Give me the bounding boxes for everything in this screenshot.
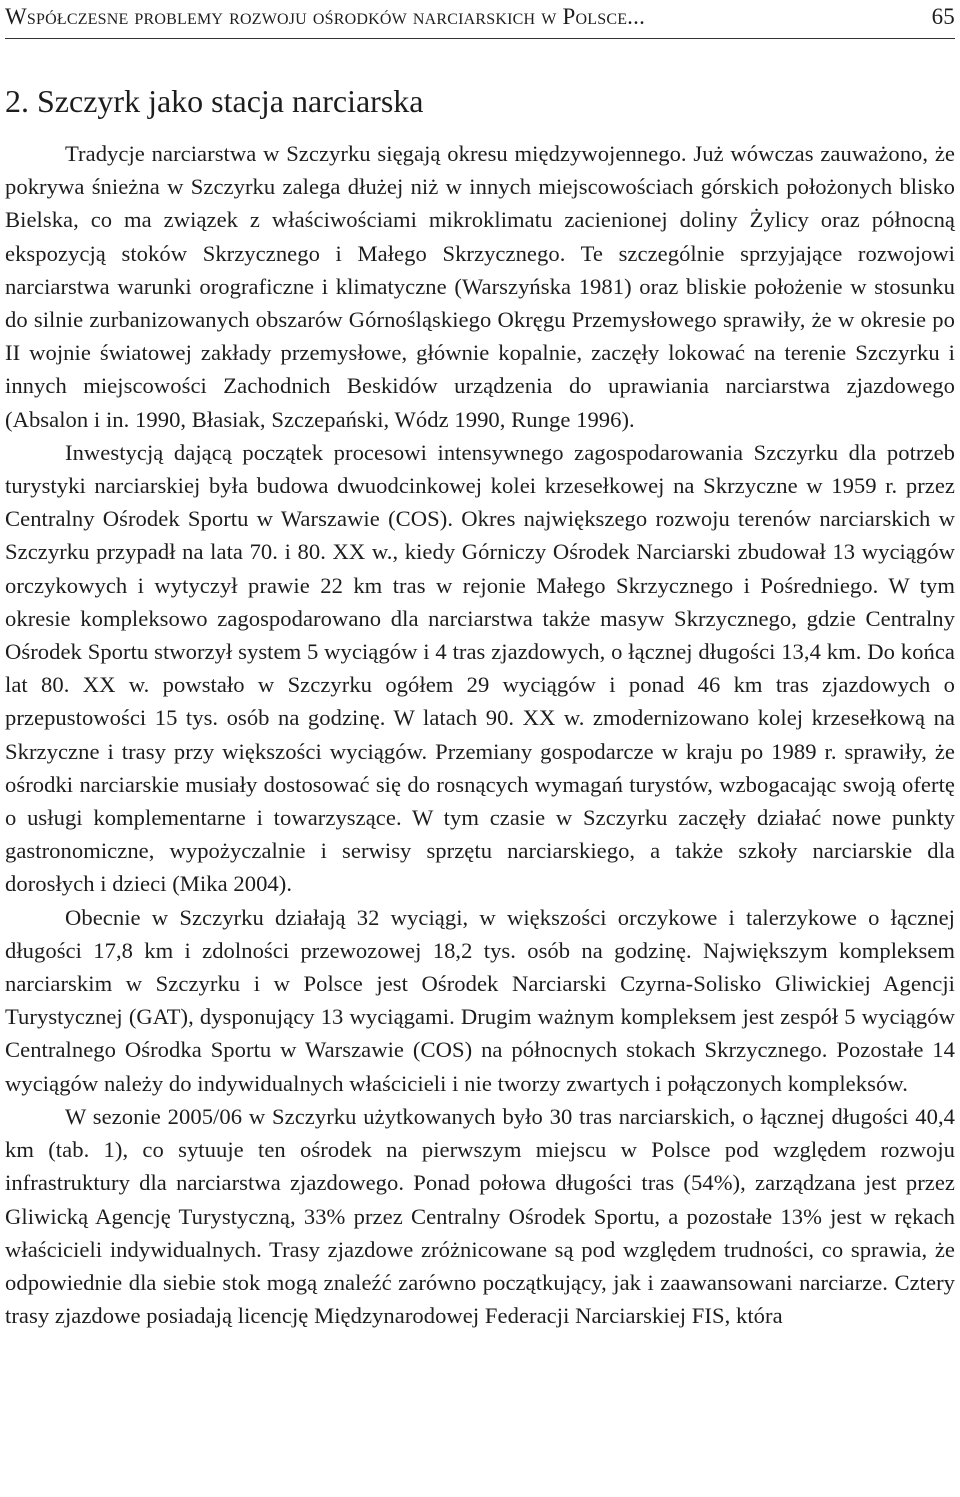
paragraph: Obecnie w Szczyrku działają 32 wyciągi, w większości orczykowe i talerzykowe o łącznej długości 17,8 km i zdolności przewozowej 18,2 tys. osób na godzinę. Największym kompleksem narciarskim w Szczyrku i w Polsce jest Ośrodek Narciarski Czyrna-Solisko Gliwickiej Agencji Turystycznej (GAT), dysponujący 13 wyciągami. Drugim ważnym kompleksem jest zespół 5 wyciągów Centralnego Ośrodka Sportu w Warszawie (COS) na północnych stokach Skrzycznego. Pozostałe 14 wyciągów należy do indywidualnych właścicieli i nie tworzy zwartych i połączonych kompleksów.: [5, 904, 955, 1096]
paragraph: Inwestycją dającą początek procesowi intensywnego zagospodarowania Szczyrku dla potrzeb turystyki narciarskiej była budowa dwuodcinkowej kolei krzesełkowej na Skrzyczne w 1959 r. przez Centralny Ośrodek Sportu w Warszawie (COS). Okres największego rozwoju terenów narciarskich w Szczyrku przypadł na lata 70. i 80. XX w., kiedy Górniczy Ośrodek Narciarski zbudował 13 wyciągów orczykowych i wytyczył prawie 22 km tras w rejonie Małego Skrzycznego i Pośredniego. W tym okresie kompleksowo zagospodarowano dla narciarstwa także masyw Skrzycznego, gdzie Centralny Ośrodek Sportu stworzył system 5 wyciągów i 4 tras zjazdowych, o łącznej długości 13,4 km. Do końca lat 80. XX w. powstało w Szczyrku ogółem 29 wyciągów i ponad 46 km tras zjazdowych o przepustowości 15 tys. osób na godzinę. W latach 90. XX w. zmodernizowano kolej krzesełkową na Skrzyczne i trasy przy większości wyciągów. Przemiany gospodarcze w kraju po 1989 r. sprawiły, że ośrodki narciarskie musiały dostosować się do rosnących wymagań turystów, wzbogacając swoją ofertę o usługi komplementarne i towarzyszące. W tym czasie w Szczyrku zaczęły działać nowe punkty gastronomiczne, wypożyczalnie i serwisy sprzętu narciarskiego, a także szkoły narciarskie dla dorosłych i dzieci (Mika 2004).: [5, 439, 955, 897]
paragraph: Tradycje narciarstwa w Szczyrku sięgają okresu międzywojennego. Już wówczas zauważono, że pokrywa śnieżna w Szczyrku zalega dłużej niż w innych miejscowościach górskich położonych blisko Bielska, co ma związek z właściwościami mikroklimatu zacienionej doliny Żylicy oraz północną ekspozycją stoków Skrzycznego i Małego Skrzycznego. Te szczególnie sprzyjające rozwojowi narciarstwa warunki orograficzne i klimatyczne (Warszyńska 1981) oraz bliskie położenie w stosunku do silnie zurbanizowanych obszarów Górnośląskiego Okręgu Przemysłowego sprawiły, że w okresie po II wojnie światowej zakłady przemysłowe, głównie kopalnie, zaczęły lokować na terenie Szczyrku i innych miejscowości Zachodnich Beskidów urządzenia do uprawiania narciarstwa zjazdowego (Absalon i in. 1990, Błasiak, Szczepański, Wódz 1990, Runge 1996).: [5, 141, 955, 432]
section-heading: 2. Szczyrk jako stacja narciarska: [5, 83, 424, 119]
running-header: [5, 0, 955, 39]
page-number: 65: [931, 4, 955, 29]
running-title: Współczesne problemy rozwoju ośrodków narciarskich w Polsce...: [5, 4, 646, 29]
paragraph: W sezonie 2005/06 w Szczyrku użytkowanych było 30 tras narciarskich, o łącznej długości 40,4 km (tab. 1), co sytuuje ten ośrodek na pierwszym miejscu w Polsce pod względem rozwoju infrastruktury dla narciarstwa zjazdowego. Ponad połowa długości tras (54%), zarządzana jest przez Gliwicką Agencję Turystyczną, 33% przez Centralny Ośrodek Sportu, a pozostałe 13% jest w rękach właścicieli indywidualnych. Trasy zjazdowe zróżnicowane są pod względem trudności, co sprawia, że odpowiednie dla siebie stok mogą znaleźć zarówno początkujący, jak i zaawansowani narciarze. Cztery trasy zjazdowe posiadają licencję Międzynarodowej Federacji Narciarskiej FIS, która: [5, 1103, 955, 1329]
page: [5, 0, 955, 1332]
body-text: [5, 137, 955, 1332]
